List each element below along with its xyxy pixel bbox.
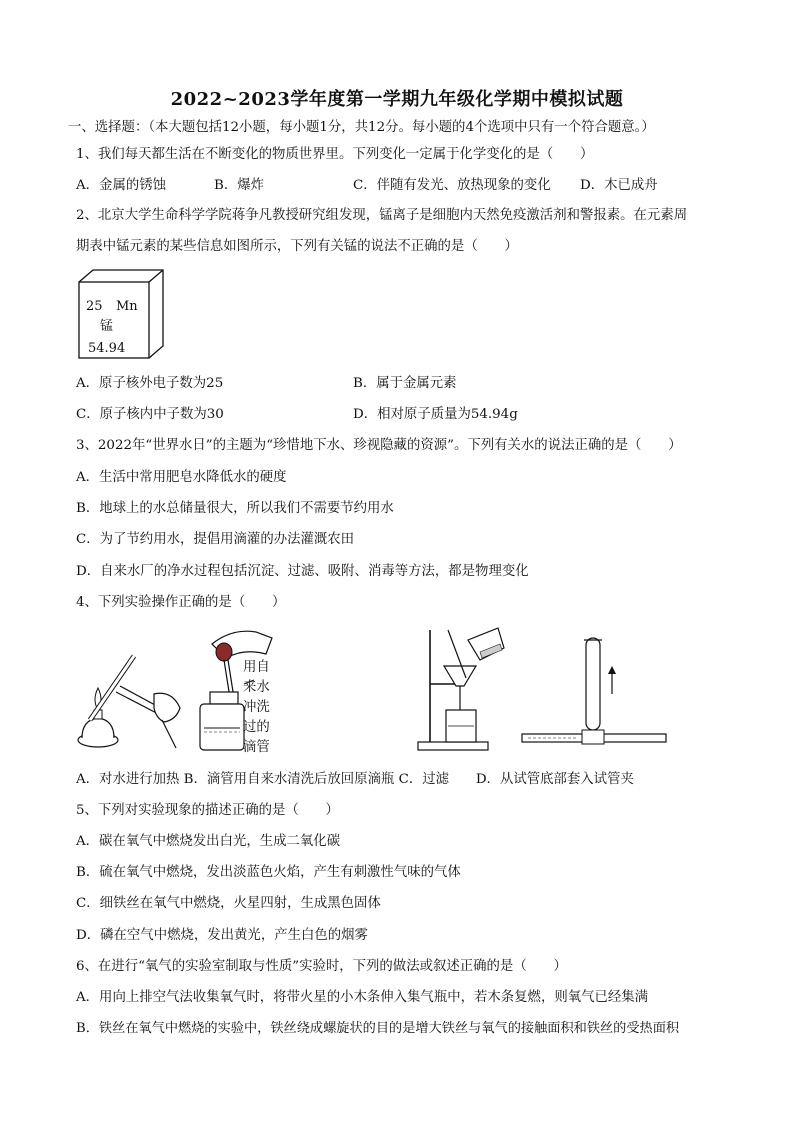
section-heading: 一、选择题：（本大题包括12小题，每小题1分，共12分。每小题的4个选项中只有一个符合题意。） — [68, 120, 655, 135]
question-6-stem: 6、在进行“氧气的实验室制取与性质”实验时，下列的做法或叙述正确的是（ ） — [76, 959, 567, 974]
question-3-stem: 3、2022年“世界水日”的主题为“珍惜地下水、珍视隐藏的资源”。下列有关水的说法正确的是（ ） — [76, 438, 682, 453]
q3-option-b: B．地球上的水总储量很大，所以我们不需要节约用水 — [76, 501, 394, 516]
q5-option-b: B．硫在氧气中燃烧，发出淡蓝色火焰，产生有刺激性气味的气体 — [76, 865, 461, 880]
q5-option-d: D．磷在空气中燃烧，发出黄光，产生白色的烟雾 — [76, 928, 368, 943]
q1-option-c: C．伴随有发光、放热现象的变化 — [353, 178, 551, 193]
element-number: 25 — [86, 299, 103, 314]
q2-option-a: A．原子核外电子数为25 — [76, 376, 224, 391]
q2-option-c: C．原子核内中子数为30 — [76, 407, 224, 422]
q1-option-a: A．金属的锈蚀 — [76, 178, 167, 193]
q2-option-b: B．属于金属元素 — [353, 376, 457, 391]
question-2-stem-line1: 2、北京大学生命科学学院蒋争凡教授研究组发现，锰离子是细胞内天然免疫激活剂和警报素。在元素周 — [76, 208, 688, 223]
q6-option-b: B．铁丝在氧气中燃烧的实验中，铁丝绕成螺旋状的目的是增大铁丝与氧气的接触面积和铁丝的受热面积 — [76, 1021, 680, 1036]
element-symbol: Mn — [116, 299, 138, 314]
question-4-stem: 4、下列实验操作正确的是（ ） — [76, 595, 286, 610]
heating-test-tube-figure — [76, 648, 186, 752]
q3-option-d: D．自来水厂的净水过程包括沉淀、过滤、吸附、消毒等方法，都是物理变化 — [76, 564, 529, 579]
q4-options-line: A．对水进行加热 B．滴管用自来水清洗后放回原滴瓶 C．过滤 D．从试管底部套入试管夹 — [76, 772, 634, 787]
dropper-label-5: 滴管 — [243, 740, 270, 755]
dropper-label-1: 用自 — [243, 660, 270, 675]
element-mass: 54.94 — [88, 341, 126, 356]
q3-option-c: C．为了节约用水，提倡用滴灌的办法灌溉农田 — [76, 532, 355, 547]
question-2-stem-line2: 期表中锰元素的某些信息如图所示，下列有关锰的说法不正确的是（ ） — [76, 239, 518, 254]
q1-option-b: B．爆炸 — [214, 178, 265, 193]
question-5-stem: 5、下列对实验现象的描述正确的是（ ） — [76, 803, 339, 818]
q5-option-a: A．碳在氧气中燃烧发出白光，生成二氧化碳 — [76, 834, 341, 849]
question-1-stem: 1、我们每天都生活在不断变化的物质世界里。下列变化一定属于化学变化的是（ ） — [76, 147, 594, 162]
page-title: 2022~2023学年度第一学期九年级化学期中模拟试题 — [170, 89, 624, 110]
q2-option-d: D．相对原子质量为54.94g — [353, 407, 518, 422]
test-tube-clamp-figure — [578, 638, 678, 752]
q6-option-a: A．用向上排空气法收集氧气时，将带火星的小木条伸入集气瓶中，若木条复燃，则氧气已经集满 — [76, 990, 649, 1005]
dropper-label-3: 冲洗 — [243, 700, 270, 715]
dropper-label-2: 来水 — [243, 680, 270, 695]
q1-option-d: D．木已成舟 — [580, 178, 658, 193]
q5-option-c: C．细铁丝在氧气中燃烧，火星四射，生成黑色固体 — [76, 896, 381, 911]
filtration-figure — [418, 626, 508, 752]
element-name: 锰 — [100, 319, 114, 334]
q3-option-a: A．生活中常用肥皂水降低水的硬度 — [76, 470, 287, 485]
dropper-label-4: 过的 — [243, 720, 270, 735]
